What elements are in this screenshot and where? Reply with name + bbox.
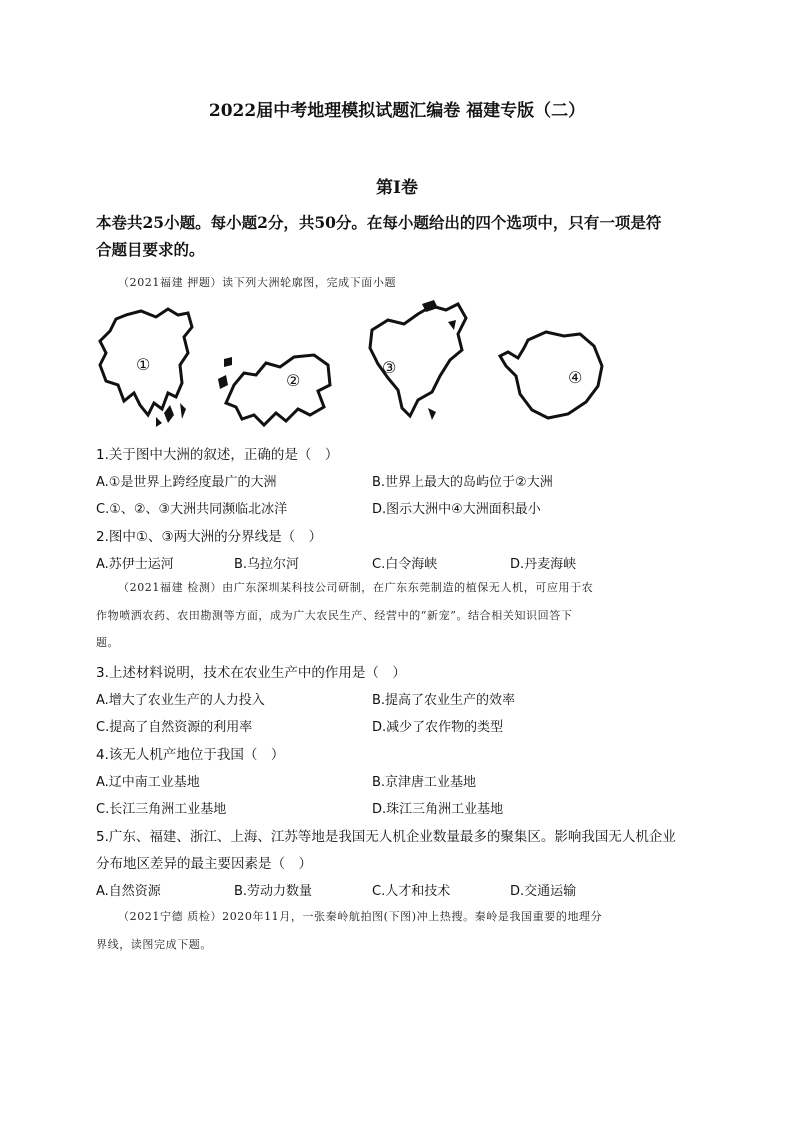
page-title: 2022届中考地理模拟试题汇编卷 福建专版（二）	[208, 101, 586, 121]
question-1-stem: 1.关于图中大洲的叙述，正确的是（ ）	[96, 447, 339, 463]
group2-source-line-3: 题。	[96, 636, 120, 649]
instructions-line-2: 合题目要求的。	[96, 240, 205, 259]
continent-map-2	[214, 345, 334, 430]
question-5-option-a: A.自然资源	[96, 884, 161, 899]
question-5-option-b: B.劳动力数量	[234, 884, 313, 899]
continent-map-4	[498, 320, 608, 430]
group2-source-line-2: 作物喷洒农药、农田勘测等方面，成为广大农民生产、经营中的“新宠”。结合相关知识回答下	[96, 609, 573, 622]
question-2-stem: 2.图中①、③两大洲的分界线是（ ）	[96, 529, 323, 545]
group3-source-line-2: 界线，读图完成下题。	[96, 938, 212, 951]
map-label-4: ④	[568, 368, 583, 387]
continent-maps	[96, 300, 616, 435]
question-1-option-c: C.①、②、③大洲共同濒临北冰洋	[96, 502, 288, 517]
continent-map-3	[362, 300, 472, 430]
question-4-option-a: A.辽中南工业基地	[96, 775, 200, 790]
continent-map-1	[96, 305, 196, 430]
question-5-option-d: D.交通运输	[510, 884, 577, 899]
section-heading: 第I卷	[376, 178, 418, 198]
group3-source-line-1: （2021宁德 质检）2020年11月，一张秦岭航拍图(下图)冲上热搜。秦岭是我国重要的地理分	[118, 910, 603, 923]
question-3-option-d: D.减少了农作物的类型	[372, 720, 504, 735]
question-4-option-d: D.珠江三角洲工业基地	[372, 802, 504, 817]
question-3-option-b: B.提高了农业生产的效率	[372, 693, 516, 708]
question-1-option-d: D.图示大洲中④大洲面积最小	[372, 502, 541, 517]
group1-source: （2021福建 押题）读下列大洲轮廓图，完成下面小题	[118, 276, 397, 289]
question-4-option-b: B.京津唐工业基地	[372, 775, 477, 790]
question-5-option-c: C.人才和技术	[372, 884, 451, 899]
question-4-stem: 4.该无人机产地位于我国（ ）	[96, 747, 285, 763]
question-3-stem: 3.上述材料说明，技术在农业生产中的作用是（ ）	[96, 665, 406, 681]
group2-source-line-1: （2021福建 检测）由广东深圳某科技公司研制，在广东东莞制造的植保无人机，可应用于农	[118, 581, 594, 594]
instructions-line-1: 本卷共25小题。每小题2分，共50分。在每小题给出的四个选项中，只有一项是符	[96, 213, 662, 232]
question-2-option-c: C.白令海峡	[372, 557, 438, 572]
question-2-option-b: B.乌拉尔河	[234, 557, 300, 572]
question-2-option-a: A.苏伊士运河	[96, 557, 174, 572]
question-5-stem-line-1: 5.广东、福建、浙江、上海、江苏等地是我国无人机企业数量最多的聚集区。影响我国无人机企业	[96, 829, 676, 845]
question-3-option-a: A.增大了农业生产的人力投入	[96, 693, 265, 708]
question-2-option-d: D.丹麦海峡	[510, 557, 577, 572]
question-1-option-b: B.世界上最大的岛屿位于②大洲	[372, 475, 553, 490]
question-3-option-c: C.提高了自然资源的利用率	[96, 720, 253, 735]
map-label-3: ③	[382, 358, 397, 377]
map-label-1: ①	[136, 355, 151, 374]
question-1-option-a: A.①是世界上跨经度最广的大洲	[96, 475, 277, 490]
map-label-2: ②	[286, 371, 301, 390]
question-4-option-c: C.长江三角洲工业基地	[96, 802, 227, 817]
question-5-stem-line-2: 分布地区差异的最主要因素是（ ）	[96, 856, 312, 872]
